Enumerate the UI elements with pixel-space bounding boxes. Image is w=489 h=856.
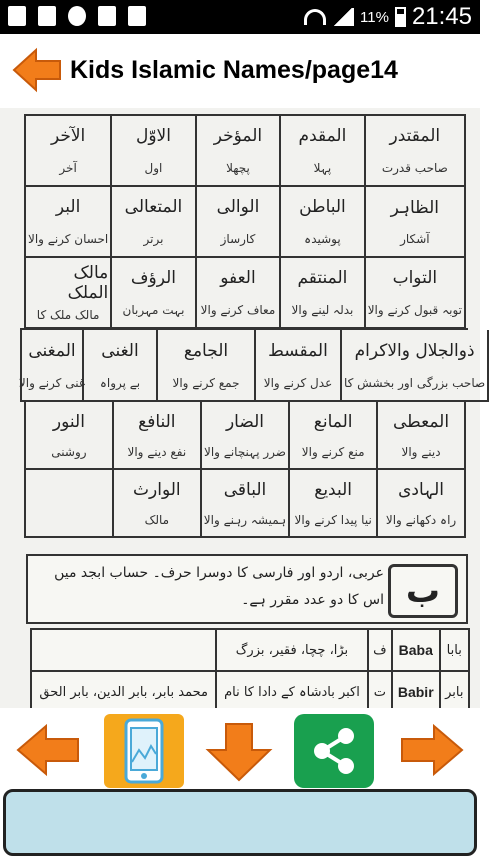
table-row <box>31 629 469 671</box>
arabic-name: الجامع <box>183 340 229 361</box>
table-cell: ف <box>368 629 392 671</box>
gallery-icon <box>104 714 184 788</box>
arabic-name: مالک الملک <box>67 263 109 304</box>
previous-arrow-icon[interactable] <box>18 726 78 774</box>
name-meaning: نیا پیدا کرنے والا <box>294 512 372 527</box>
battery-icon <box>395 7 406 27</box>
arabic-name: التواب <box>392 268 438 289</box>
names-grid-3 <box>24 400 466 538</box>
arabic-name: الغنی <box>101 340 139 361</box>
ad-banner[interactable] <box>3 789 477 856</box>
name-meaning: احسان کرنے والا <box>28 231 109 246</box>
name-cell <box>281 258 365 329</box>
name-meaning: پچھلا <box>226 160 250 175</box>
arabic-name: الوالی <box>216 197 260 218</box>
download-arrow-icon[interactable] <box>208 724 270 780</box>
arabic-name: البر <box>55 197 81 218</box>
name-cell <box>114 470 202 538</box>
name-meaning: روشنی <box>51 444 87 459</box>
name-meaning: مالک ملک کا <box>36 307 100 322</box>
table-cell: بڑا، چچا، فقیر، بزرگ <box>216 629 367 671</box>
arabic-name: المقدم <box>298 126 347 147</box>
names-grid-2 <box>18 328 486 402</box>
name-meaning: آخر <box>59 160 77 175</box>
arabic-name: النافع <box>138 411 176 432</box>
table-cell: ت <box>368 671 392 713</box>
name-cell <box>290 402 378 470</box>
name-meaning: آشکار <box>400 232 430 246</box>
arabic-name: البدیع <box>314 479 353 500</box>
arabic-name: المنتقم <box>297 268 348 289</box>
share-icon <box>294 714 374 788</box>
back-arrow-icon[interactable] <box>14 50 60 90</box>
name-meaning: پوشیدہ <box>304 231 341 246</box>
shield-icon <box>68 6 86 26</box>
arabic-name: العفو <box>220 268 256 289</box>
name-cell <box>114 402 202 470</box>
clock: 21:45 <box>411 3 472 30</box>
wifi-icon <box>304 9 326 25</box>
arabic-name: المغنی <box>28 340 76 361</box>
table-cell: Babir <box>392 671 440 713</box>
name-cell <box>197 187 281 258</box>
arabic-name: النور <box>52 411 85 432</box>
letter-box <box>26 554 468 624</box>
name-meaning: اول <box>144 160 163 175</box>
name-cell <box>158 330 256 402</box>
name-cell <box>202 402 290 470</box>
name-cell <box>366 116 466 187</box>
name-meaning: پہلا <box>313 160 332 175</box>
arabic-name: المقسط <box>268 340 328 361</box>
table-cell: بابا <box>440 629 469 671</box>
name-meaning: منع کرنے والا <box>301 444 365 459</box>
table-cell: Baba <box>392 629 440 671</box>
status-bar <box>0 0 480 34</box>
name-cell <box>366 258 466 329</box>
arabic-name: الظاہر <box>390 198 440 218</box>
arabic-name: المانع <box>313 411 353 432</box>
gallery-button[interactable] <box>104 714 184 788</box>
name-meaning: ضرر پہنچانے والا <box>204 444 286 459</box>
name-cell <box>378 402 466 470</box>
name-cell <box>342 330 489 402</box>
arabic-name: الآخر <box>50 126 86 147</box>
name-meaning: معاف کرنے والا <box>200 302 276 317</box>
name-meaning: جمع کرنے والا <box>172 375 240 390</box>
name-cell <box>281 116 365 187</box>
name-cell <box>84 330 158 402</box>
name-meaning: راہ دکھانے والا <box>385 512 457 527</box>
letter-description: عربی، اردو اور فارسی کا دوسرا حرف۔ حساب ابجد میں اس کا دو عدد مقرر ہے۔ <box>54 565 384 608</box>
name-cell <box>378 470 466 538</box>
arabic-name: ذوالجلال والاکرام <box>354 340 475 361</box>
name-cell <box>202 470 290 538</box>
name-cell <box>26 470 114 538</box>
name-cell <box>26 187 112 258</box>
names-grid-1 <box>24 114 466 329</box>
arabic-name: المؤخر <box>213 126 263 147</box>
name-meaning: صاحب قدرت <box>381 160 448 175</box>
battery-percent: 11% <box>360 8 389 26</box>
page-scan-image <box>0 108 486 708</box>
table-cell: محمد بابر، بابر الدین، بابر الحق <box>31 671 216 713</box>
name-meaning: عدل کرنے والا <box>263 375 333 390</box>
name-cell <box>26 258 112 329</box>
names-table <box>30 628 470 714</box>
bottom-toolbar <box>0 708 480 788</box>
arabic-name: الوارث <box>133 479 181 500</box>
arabic-name: المقتدر <box>389 126 441 147</box>
arabic-name: الہادی <box>398 480 444 501</box>
download-icon <box>8 6 26 26</box>
arabic-name: الرؤف <box>130 268 177 289</box>
name-cell <box>256 330 342 402</box>
table-cell: اکبر بادشاہ کے دادا کا نام <box>216 671 367 713</box>
name-cell <box>26 402 114 470</box>
name-cell <box>112 187 196 258</box>
name-meaning: ہمیشہ رہنے والا <box>203 512 287 527</box>
table-row <box>31 671 469 713</box>
notification-icons <box>8 6 146 26</box>
name-meaning: بہت مہربان <box>122 302 185 317</box>
arabic-name: الباطن <box>299 197 346 218</box>
image-icon <box>38 6 56 26</box>
name-meaning: نفع دینے والا <box>127 444 187 459</box>
share-button[interactable] <box>294 714 374 788</box>
arabic-name: الباقی <box>223 479 267 500</box>
name-meaning: صاحب بزرگی اور بخشش کا <box>344 375 486 390</box>
name-meaning: مالک <box>144 512 170 527</box>
name-cell <box>197 116 281 187</box>
name-cell <box>197 258 281 329</box>
name-cell <box>18 330 86 402</box>
name-meaning: دینے والا <box>401 444 441 459</box>
name-meaning: توبہ قبول کرنے والا <box>367 302 462 317</box>
page-title: Kids Islamic Names/page14 <box>70 56 398 84</box>
arabic-name: الضار <box>225 411 265 432</box>
name-cell <box>26 116 112 187</box>
arabic-name: المعطی <box>393 411 450 432</box>
name-meaning: برتر <box>143 231 164 246</box>
table-cell: بابر <box>440 671 469 713</box>
arabic-name: المتعالی <box>124 197 183 218</box>
name-cell <box>281 187 365 258</box>
name-cell <box>112 258 196 329</box>
app-header <box>0 34 480 108</box>
signal-icon <box>332 8 354 26</box>
clipboard-check-icon <box>98 6 116 26</box>
name-meaning: بے پرواہ <box>99 375 141 390</box>
name-meaning: کارساز <box>220 231 256 246</box>
arabic-name: الاوّل <box>135 126 171 147</box>
table-cell <box>31 629 216 671</box>
name-cell <box>366 187 466 258</box>
letter-char: ب <box>388 564 458 618</box>
clipboard-check-icon-2 <box>128 6 146 26</box>
name-cell <box>112 116 196 187</box>
name-cell <box>290 470 378 538</box>
name-meaning: بدلہ لینے والا <box>291 302 354 317</box>
name-meaning: غنی کرنے والا <box>18 375 86 390</box>
next-arrow-icon[interactable] <box>402 726 462 774</box>
